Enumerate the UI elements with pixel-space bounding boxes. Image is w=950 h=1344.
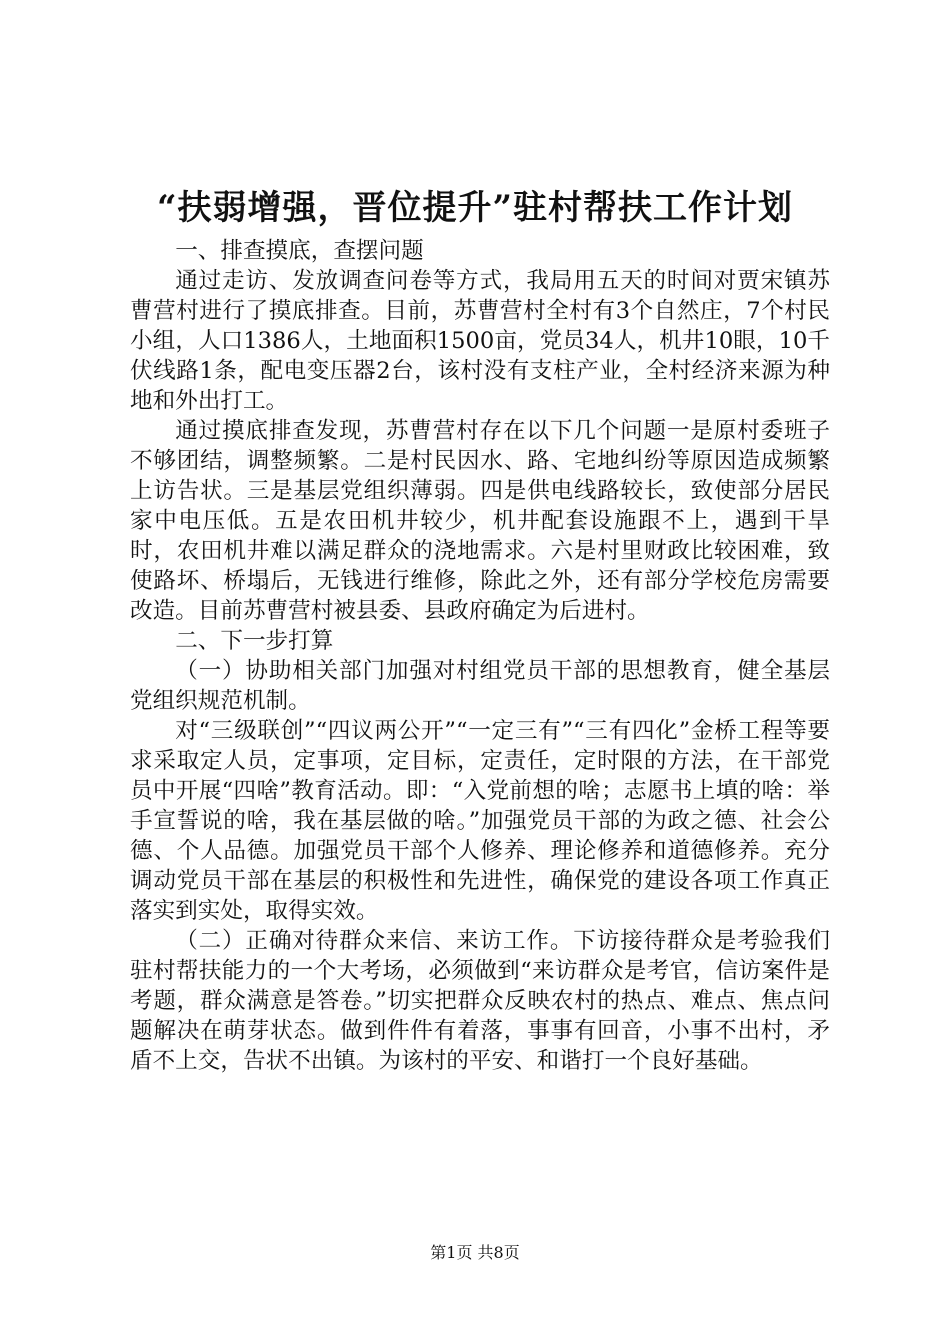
section-heading-2: 二、下一步打算 (175, 628, 334, 654)
paragraph-survey: 通过走访、发放调查问卷等方式，我局用五天的时间对贾宋镇苏曹营村进行了摸底排查。目前，苏曹营村全村有3个自然庄，7个村民小组，人口1386人，土地面积1500亩，党员34人，机井10眼，10千伏线路1条，配电变压器2台，该村没有支柱产业，全村经济来源为种地和外出打工。 (130, 268, 830, 414)
paragraph-problems: 通过摸底排查发现，苏曹营村存在以下几个问题一是原村委班子不够团结，调整频繁。二是村民因水、路、宅地纠纷等原因造成频繁上访告状。三是基层党组织薄弱。四是供电线路较长，致使部分居民家中电压低。五是农田机井较少，机井配套设施跟不上，遇到干旱时，农田机井难以满足群众的浇地需求。六是村里财政比较困难，致使路坏、桥塌后，无钱进行维修，除此之外，还有部分学校危房需要改造。目前苏曹营村被县委、县政府确定为后进村。 (130, 418, 830, 624)
document-title: “扶弱增强，晋位提升”驻村帮扶工作计划 (156, 188, 794, 228)
paragraph-education: 对“三级联创”“四议两公开”“一定三有”“三有四化”金桥工程等要求采取定人员，定事项，定目标，定责任，定时限的方法，在干部党员中开展“四啥”教育活动。即：“入党前想的啥；志愿书上填的啥：举手宣誓说的啥，我在基层做的啥。”加强党员干部的为政之德、社会公德、个人品德。加强党员干部个人修养、理论修养和道德修养。充分调动党员干部在基层的积极性和先进性，确保党的建设各项工作真正落实到实处，取得实效。 (130, 718, 830, 924)
paragraph-subheading-1: （一）协助相关部门加强对村组党员干部的思想教育，健全基层党组织规范机制。 (130, 658, 830, 714)
paragraph-petitions: （二）正确对待群众来信、来访工作。下访接待群众是考验我们驻村帮扶能力的一个大考场，必须做到“来访群众是考官，信访案件是考题，群众满意是答卷。”切实把群众反映农村的热点、难点、焦点问题解决在萌芽状态。做到件件有着落，事事有回音，小事不出村，矛盾不上交，告状不出镇。为该村的平安、和谐打一个良好基础。 (130, 928, 830, 1074)
section-heading-1: 一、排查摸底，查摆问题 (175, 238, 424, 264)
document-body (130, 236, 830, 1076)
page-footer: 第1页 共8页 (430, 1243, 520, 1262)
